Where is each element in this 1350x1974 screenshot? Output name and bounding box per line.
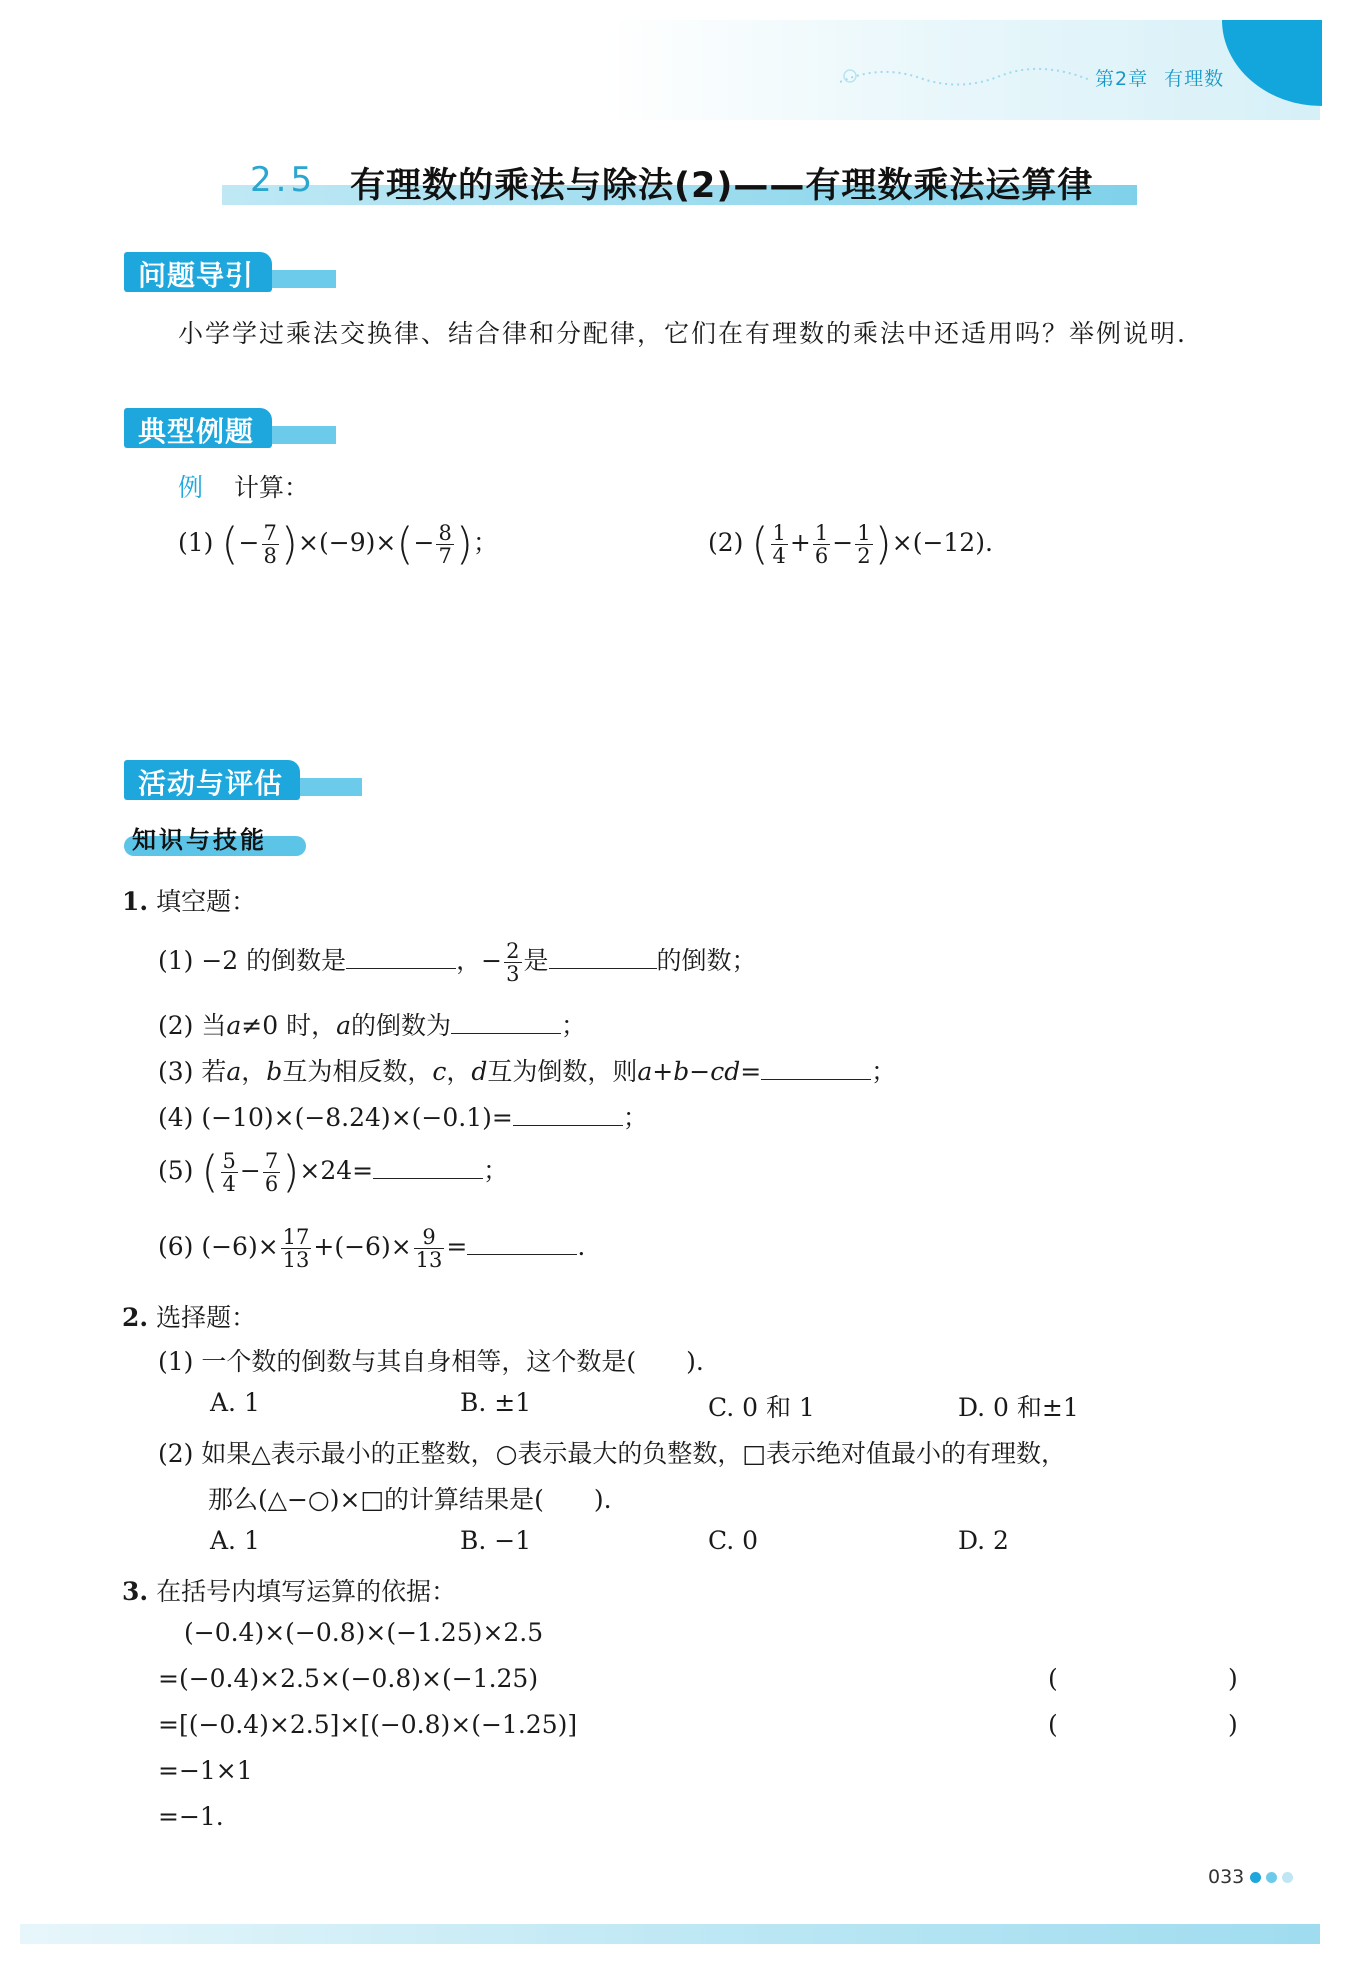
example-part-1: (1) (− $\frac{7}{8}$ )×(−9)×(− $\frac{8}{7}$ )；	[178, 518, 498, 570]
q1-item-3: (3) 若a，b互为相反数，c，d互为倒数，则a+b−cd= ；	[158, 1057, 897, 1086]
intro-text: 小学学过乘法交换律、结合律和分配律，它们在有理数的乘法中还适用吗？举例说明.	[178, 319, 1187, 348]
q2-item-1-option-b[interactable]: B. ±1	[460, 1388, 532, 1417]
q2-item-2-option-c[interactable]: C. 0	[708, 1526, 759, 1555]
footer-band	[20, 1924, 1320, 1944]
fraction: $\frac{2}{3}$	[506, 939, 520, 987]
badge-activity	[124, 756, 362, 800]
badge-intro-label: 问题导引	[138, 259, 255, 292]
answer-blank[interactable]	[513, 1124, 623, 1126]
example-command: 计算：	[234, 473, 310, 502]
section-title: 有理数的乘法与除法(2)——有理数乘法运算律	[350, 166, 1094, 206]
badge-skills-label: 知识与技能	[132, 825, 267, 854]
example-part-2: (2) ( $\frac{1}{4}$ + $\frac{1}{6}$ − $\frac{1}{2}$ )×(−12).	[708, 518, 993, 570]
q3-line-4: =−1×1	[158, 1756, 253, 1785]
page-dot-icon	[1266, 1872, 1277, 1883]
example-label: 例	[178, 473, 204, 502]
q2-item-2-option-a[interactable]: A. 1	[210, 1526, 260, 1555]
question-3-title: 3. 在括号内填写运算的依据：	[122, 1577, 457, 1606]
q2-item-2-line-2: 那么(△−○)×□的计算结果是( ).	[208, 1485, 612, 1514]
answer-blank[interactable]	[761, 1078, 871, 1080]
fraction: $\frac{7}{8}$	[263, 521, 277, 569]
chapter-number: 第2章	[1095, 68, 1149, 90]
q2-item-1-option-d[interactable]: D. 0 和±1	[958, 1393, 1079, 1422]
q1-item-6: (6) (−6)× $\frac{17}{13}$ +(−6)× $\frac{9}{13}$ = .	[158, 1225, 586, 1273]
fraction: $\frac{5}{4}$	[222, 1149, 236, 1197]
q3-reason-open-1: (	[1048, 1664, 1058, 1693]
page-dot-icon	[1250, 1872, 1261, 1883]
q3-reason-field-2[interactable]	[1066, 1708, 1224, 1742]
q2-item-2-line-1: (2) 如果△表示最小的正整数，○表示最大的负整数，□表示绝对值最小的有理数，	[158, 1439, 1067, 1468]
running-header	[1095, 64, 1240, 91]
fraction: $\frac{1}{2}$	[857, 521, 871, 569]
q3-line-2: =(−0.4)×2.5×(−0.8)×(−1.25)	[158, 1664, 539, 1693]
page-dot-icon	[1282, 1872, 1293, 1883]
question-2-title: 2. 选择题：	[122, 1303, 257, 1332]
q2-item-2-option-d[interactable]: D. 2	[958, 1526, 1009, 1555]
fraction: $\frac{17}{13}$	[282, 1225, 310, 1273]
fraction: $\frac{8}{7}$	[438, 521, 452, 569]
q3-reason-close-2: )	[1228, 1710, 1238, 1739]
answer-blank[interactable]	[373, 1177, 483, 1179]
badge-example-label: 典型例题	[138, 415, 255, 448]
q3-line-3: =[(−0.4)×2.5]×[(−0.8)×(−1.25)]	[158, 1710, 578, 1739]
q1-item-2: (2) 当a≠0 时，a的倒数为 ；	[158, 1011, 587, 1040]
q3-reason-close-1: )	[1228, 1664, 1238, 1693]
q3-line-1: (−0.4)×(−0.8)×(−1.25)×2.5	[184, 1618, 544, 1647]
fraction: $\frac{1}{6}$	[814, 521, 829, 569]
badge-intro	[124, 248, 336, 292]
fraction: $\frac{7}{6}$	[264, 1149, 279, 1197]
badge-activity-label: 活动与评估	[138, 767, 284, 800]
q1-item-1: (1) −2 的倒数是 ，− $\frac{2}{3}$ 是 的倒数；	[158, 939, 757, 987]
section-number: 2.5	[250, 160, 317, 200]
q2-item-1-option-c[interactable]: C. 0 和 1	[708, 1393, 815, 1422]
header-wave-decoration	[840, 62, 1090, 92]
page-number: 033	[1208, 1866, 1245, 1888]
fraction: $\frac{9}{13}$	[415, 1225, 443, 1273]
q2-item-1-option-a[interactable]: A. 1	[210, 1388, 260, 1417]
q1-item-5: (5) ( $\frac{5}{4}$ − $\frac{7}{6}$ )×24= ；	[158, 1146, 509, 1198]
answer-blank[interactable]	[451, 1032, 561, 1034]
badge-skills	[124, 820, 306, 856]
fraction: $\frac{1}{4}$	[772, 521, 786, 569]
answer-blank[interactable]	[346, 967, 456, 969]
q2-item-1: (1) 一个数的倒数与其自身相等，这个数是( ).	[158, 1347, 704, 1376]
q3-line-5: =−1.	[158, 1802, 224, 1831]
chapter-title: 有理数	[1164, 68, 1225, 90]
answer-blank[interactable]	[467, 1253, 577, 1255]
badge-example	[124, 404, 336, 448]
q1-item-4: (4) (−10)×(−8.24)×(−0.1)= ；	[158, 1103, 648, 1132]
q2-item-2-option-b[interactable]: B. −1	[460, 1526, 532, 1555]
answer-blank[interactable]	[549, 967, 657, 969]
q3-reason-open-2: (	[1048, 1710, 1058, 1739]
q3-reason-field-1[interactable]	[1066, 1662, 1224, 1696]
question-1-title: 1. 填空题：	[122, 887, 257, 916]
